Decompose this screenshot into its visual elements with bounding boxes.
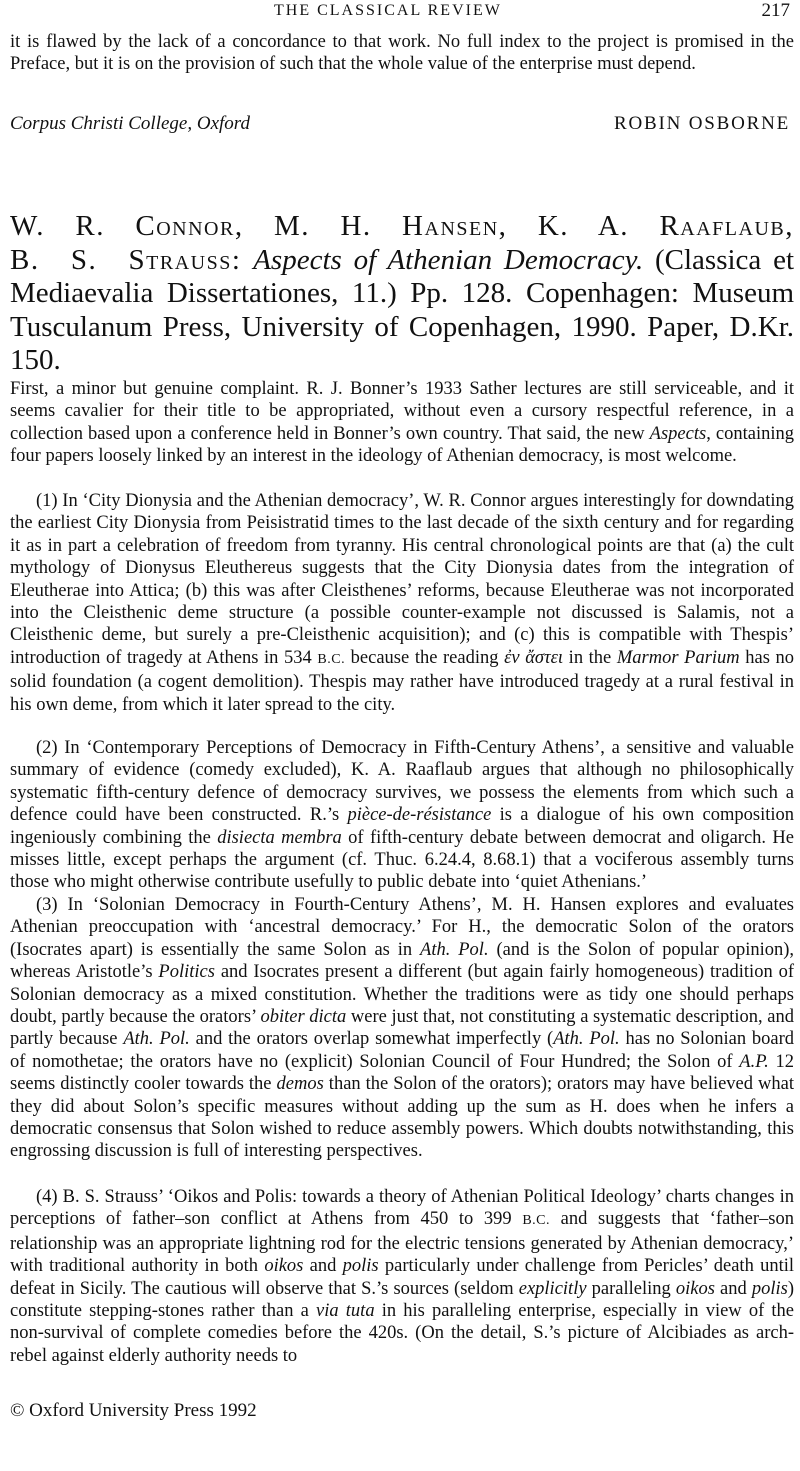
signature-author: ROBIN OSBORNE	[614, 113, 790, 134]
review-heading	[10, 210, 794, 378]
journal-title: THE CLASSICAL REVIEW	[274, 2, 502, 19]
review-signature	[10, 113, 790, 139]
paragraph-connor: (1) In ‘City Dionysia and the Athenian democracy’, W. R. Connor argues interestingly for downdating the earliest City Dionysia from Peisistratid times to the last decade of the sixth century and for regarding it as in part a celebration of freedom from tyranny. His central chronological points are that (a) the cult mythology of Dionysus Eleuthereus suggests that the City Dionysia dates from the integration of Eleutherae into Attica; (b) this was after Cleisthenes’ reforms, because Eleutherae was not incorporated into the Cleisthenic deme structure (a possible counter-example not discussed is Salamis, not a Cleisthenic deme, but surely a pre-Cleisthenic acquisition); and (c) this is compatible with Thespis’ introduction of tragedy at Athens in 534 B.C. because the reading ἐν ἄστει in the Marmor Parium has no solid foundation (a cogent demolition). Thespis may rather have introduced tragedy at a rural festival in his own deme, from which it later spread to the city.	[10, 491, 795, 715]
review-authors: W. R. Connor, M. H. Hansen, K. A. Raaflaub, B. S. Strauss:	[10, 210, 794, 276]
paragraph-strauss: (4) B. S. Strauss’ ‘Oikos and Polis: towards a theory of Athenian Political Ideology’ charts changes in perceptions of father–son conflict at Athens from 450 to 399 B.C. and suggests that ‘father–son relationship was an appropriate lightning rod for the electric tensions generated by Athenian democracy,’ with traditional authority in both oikos and polis particularly under challenge from Pericles’ death until defeat in Sicily. The cautious will observe that S.’s sources (seldom explicitly paralleling oikos and polis) constitute stepping-stones rather than a via tuta in his paralleling enterprise, especially in view of the non-survival of complete comedies before the 420s. (On the detail, S.’s picture of Alcibiades as arch-rebel against elderly authority needs to	[10, 1187, 794, 1366]
paragraph-hansen: (3) In ‘Solonian Democracy in Fourth-Century Athens’, M. H. Hansen explores and evaluates Athenian preoccupation with ‘ancestral democracy.’ For H., the democratic Solon of the orators (Isocrates apart) is essentially the same Solon as in Ath. Pol. (and is the Solon of popular opinion), whereas Aristotle’s Politics and Isocrates present a different (but again fairly homogeneous) tradition of Solonian democracy as a mixed constitution. Whether the traditions were as tidy one should perhaps doubt, partly because the orators’ obiter dicta were just that, not constituting a systematic description, and partly because Ath. Pol. and the orators overlap somewhat imperfectly (Ath. Pol. has no Solonian board of nomothetae; the orators have no (explicit) Solonian Council of Four Hundred; the Solon of A.P. 12 seems distinctly cooler towards the demos than the Solon of the orators); orators may have believed what they did about Solon’s specific measures without adding up the sum as H. does when he infers a democratic consensus that Solon wished to reduce assembly powers. Which doubts notwithstanding, this engrossing discussion is full of interesting perspectives.	[10, 895, 795, 1162]
review-book-title: Aspects of Athenian Democracy.	[253, 243, 644, 276]
intro-paragraph: First, a minor but genuine complaint. R. J. Bonner’s 1933 Sather lectures are still serviceable, and it seems cavalier for their title to be appropriated, without even a cursory respectful reference, in a collection based upon a conference held in Bonner’s own country. That said, the new Aspects, containing four papers loosely linked by an interest in the ideology of Athenian democracy, is most welcome.	[10, 379, 794, 467]
signature-college: Corpus Christi College, Oxford	[10, 113, 250, 134]
running-head	[0, 0, 800, 26]
review-publication-details: (Classica et Mediaevalia Dissertationes, 11.) Pp. 128. Copenhagen: Museum Tusculanum Press, University of Copenhagen, 1990. Paper, D.Kr. 150.	[10, 243, 795, 376]
continuation-paragraph: it is flawed by the lack of a concordance to that work. No full index to the project is promised in the Preface, but it is on the provision of such that the whole value of the enterprise must depend.	[10, 32, 794, 75]
page-number: 217	[761, 0, 790, 21]
copyright-footer: © Oxford University Press 1992	[10, 1400, 257, 1421]
paragraph-raaflaub: (2) In ‘Contemporary Perceptions of Democracy in Fifth-Century Athens’, a sensitive and valuable summary of evidence (comedy excluded), K. A. Raaflaub argues that although no philosophically systematic fifth-century defence of democracy survives, we possess the elements from which such a defence could have been constructed. R.’s pièce-de-résistance is a dialogue of his own composition ingeniously combining the disiecta membra of fifth-century debate between democrat and oligarch. He misses little, except perhaps the argument (cf. Thuc. 6.24.4, 8.68.1) that a vociferous assembly turns those who might otherwise contribute usefully to public debate into ‘quiet Athenians.’	[10, 738, 794, 893]
